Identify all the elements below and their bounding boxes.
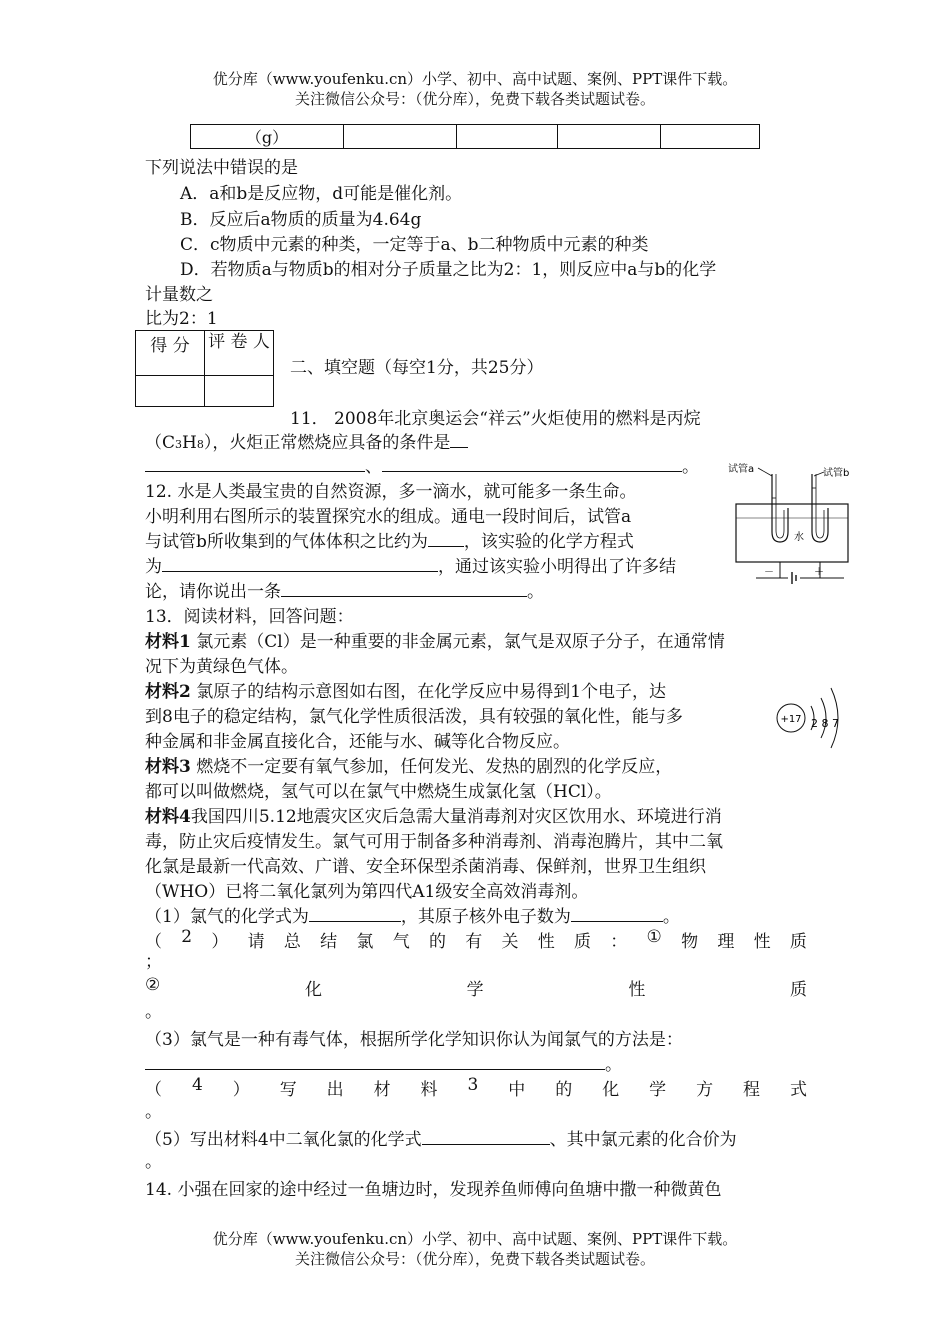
sub2-word: 气	[392, 932, 410, 952]
page-header-line2: 关注微信公众号：（优分库），免费下载各类试题试卷。	[294, 90, 655, 108]
sub4-word: 的	[555, 1080, 573, 1100]
sub2-word: 质	[574, 932, 592, 952]
page-footer-line1: 优分库（www.youfenku.cn）小学、初中、高中试题、案例、PPT课件下载。	[212, 1230, 738, 1248]
q13-sub1	[145, 902, 680, 927]
q12-line4	[145, 552, 676, 577]
sub4-word: 料	[420, 1080, 438, 1100]
q13-material1-line2: 况下为黄绿色气体。	[145, 657, 298, 677]
q13-material4-line3: 化氯是最新一代高效、广谱、安全环保型杀菌消毒、保鲜剂，世界卫生组织	[145, 857, 706, 877]
q11-blank-1[interactable]	[145, 455, 365, 472]
material1-text: 氯元素（Cl）是一种重要的非金属元素，氯气是双原子分子，在通常情	[190, 632, 725, 652]
sub4-word: 学	[649, 1080, 667, 1100]
sub2-word: 结	[320, 932, 338, 952]
q12-blank-equation[interactable]	[162, 555, 438, 572]
q10-option-a: A．a和b是反应物，d可能是催化剂。	[180, 184, 463, 204]
sub2-word: 关	[501, 932, 519, 952]
sub2b-word: 学	[466, 980, 484, 1000]
sub2-word: 物	[681, 932, 699, 952]
sub1-text-b: ，其原子核外电子数为	[400, 907, 571, 927]
q11-period: 。	[682, 457, 699, 477]
sub2-word: 理	[717, 932, 735, 952]
section-title: 二、填空题（每空1分，共25分）	[290, 358, 544, 378]
q13-material3-line1	[145, 752, 672, 777]
sub2b-word: 化	[304, 980, 322, 1000]
material2-text: 氯原子的结构示意图如右图，在化学反应中易得到1个电子，达	[190, 682, 667, 702]
sub4-word: 写	[279, 1080, 297, 1100]
material3-text: 燃烧不一定要有氧气参加，任何发光、发热的剧烈的化学反应，	[190, 757, 673, 777]
sub4-word: 程	[743, 1080, 761, 1100]
q13-sub5	[145, 1125, 737, 1150]
q11-text-a: （C	[145, 433, 176, 453]
sub4-word: 式	[790, 1080, 807, 1100]
sub2-word: 有	[465, 932, 483, 952]
tube-a	[772, 474, 788, 542]
fig-minus-sign: －	[764, 567, 774, 578]
sub3-blank[interactable]	[145, 1053, 605, 1070]
sub2-word: ）	[211, 932, 229, 952]
page-header-line1: 优分库（www.youfenku.cn）小学、初中、高中试题、案例、PPT课件下载。	[212, 70, 738, 88]
sub4-word: 材	[373, 1080, 391, 1100]
atom-electron-shells: 2 8 7	[811, 717, 839, 730]
q10-option-d: D．若物质a与物质b的相对分子质量之比为2：1，则反应中a与b的化学	[180, 260, 717, 280]
q12-text-d: ，通过该实验小明得出了许多结	[438, 557, 676, 577]
tube-b	[812, 474, 828, 542]
sub4-word: （	[145, 1080, 162, 1100]
chlorine-atom-structure-figure	[775, 680, 855, 760]
data-table-fragment	[190, 124, 760, 149]
score-label: 得 分	[136, 331, 205, 376]
sub1-blank-formula[interactable]	[309, 905, 401, 922]
fig-water-label: 水	[794, 532, 804, 543]
q10-stem: 下列说法中错误的是	[145, 158, 298, 178]
q11-text-c: ），火炬正常燃烧应具备的条件是	[203, 433, 451, 453]
sub2b-word: ②	[145, 975, 161, 995]
sub5-end: 。	[145, 1152, 162, 1172]
table-cell	[344, 125, 457, 149]
q11-sub3: 3	[175, 438, 183, 451]
sub2-word: 性	[753, 932, 771, 952]
material2-label: 材料2	[145, 682, 191, 702]
sub2-word: 请	[247, 932, 265, 952]
q12-blank-conclusion[interactable]	[281, 580, 527, 597]
q12-line2: 小明利用右图所示的装置探究水的组成。通电一段时间后，试管a	[145, 507, 632, 527]
q13-material4-line2: 毒，防止灾后疫情发生。氯气可用于制备多种消毒剂、消毒泡腾片，其中二氧	[145, 832, 723, 852]
sub2-semicolon: ；	[145, 952, 162, 972]
sub2-word: 质	[789, 932, 807, 952]
q13-material4-line1	[145, 802, 722, 827]
q13-material2-line1	[145, 677, 666, 702]
atom-nucleus-charge: +17	[780, 714, 802, 725]
sub5-text-b: 、其中氯元素的化合价为	[549, 1130, 737, 1150]
q11-text-b: H	[182, 433, 197, 453]
q11-line1: 11． 2008年北京奥运会“祥云”火炬使用的燃料是丙烷	[290, 409, 701, 429]
q11-line3	[145, 452, 699, 477]
q13-sub2-line2	[145, 975, 807, 1000]
q11-comma: 、	[365, 457, 382, 477]
q12-text-a: 与试管b所收集到的气体体积之比约为	[145, 532, 428, 552]
q12-line1: 12. 水是人类最宝贵的自然资源，多一滴水，就可能多一条生命。	[145, 482, 637, 502]
sub4-word: 4	[191, 1075, 203, 1095]
sub4-word: 方	[696, 1080, 714, 1100]
sub2-word: ①	[646, 927, 662, 947]
q13-material3-line2: 都可以叫做燃烧，氢气可以在氯气中燃烧生成氯化氢（HCl）。	[145, 782, 612, 802]
sub4-word: 3	[467, 1075, 479, 1095]
q10-option-d-cont: 计量数之	[145, 285, 213, 305]
q13-material4-line4: （WHO）已将二氧化氯列为第四代A1级安全高效消毒剂。	[145, 882, 589, 902]
sub2-word: 2	[181, 927, 193, 947]
fig-label-tube-a: 试管a	[728, 464, 755, 475]
table-cell	[661, 125, 760, 149]
q13-material2-line2: 到8电子的稳定结构，氯气化学性质很活泼，具有较强的氧化性，能与多	[145, 707, 683, 727]
table-cell-unit: （g）	[191, 125, 344, 149]
fig-label-tube-b: 试管b	[823, 468, 850, 479]
q13-sub4	[145, 1075, 807, 1100]
q14-line1: 14. 小强在回家的途中经过一鱼塘边时，发现养鱼师傅向鱼塘中撒一种微黄色	[145, 1180, 722, 1200]
q10-option-b: B．反应后a物质的质量为4.64g	[180, 210, 422, 230]
q11-sub8: 8	[196, 438, 204, 451]
fig-plus-sign: ＋	[814, 567, 824, 578]
q13-material1-line1	[145, 627, 725, 652]
sub4-word: 化	[602, 1080, 620, 1100]
sub3-end: 。	[605, 1055, 622, 1075]
sub4-end: 。	[145, 1102, 162, 1122]
q12-text-e: 论，请你说出一条	[145, 582, 281, 602]
q10-option-d-cont2: 比为2：1	[145, 309, 218, 329]
grader-field[interactable]	[205, 376, 274, 407]
q13-material2-line3: 种金属和非金属直接化合，还能与水、碱等化合物反应。	[145, 732, 570, 752]
sub2b-end: 。	[145, 1002, 162, 1022]
sub2b-word: 性	[628, 980, 646, 1000]
q11-blank-2[interactable]	[382, 455, 682, 472]
sub2-word: 总	[283, 932, 301, 952]
water-trough	[736, 504, 848, 562]
table-cell	[558, 125, 661, 149]
material1-label: 材料1	[145, 632, 191, 652]
q12-text-f: 。	[527, 582, 544, 602]
q12-line3	[145, 527, 634, 552]
q13-sub3-answer	[145, 1050, 622, 1075]
sub2-word: 性	[537, 932, 555, 952]
q12-text-c: 为	[145, 557, 162, 577]
table-cell	[457, 125, 558, 149]
q13-sub3: （3）氯气是一种有毒气体，根据所学化学知识你认为闻氯气的方法是：	[145, 1030, 683, 1050]
sub1-blank-electrons[interactable]	[571, 905, 663, 922]
q12-line5	[145, 577, 544, 602]
q12-text-b: ，该实验的化学方程式	[463, 532, 634, 552]
sub5-blank-formula[interactable]	[422, 1128, 550, 1145]
sub2-word: 的	[428, 932, 446, 952]
sub5-text-a: （5）写出材料4中二氧化氯的化学式	[145, 1130, 422, 1150]
sub1-text-c: 。	[662, 907, 680, 927]
q11-line2	[145, 428, 468, 453]
material4-text: 我国四川5.12地震灾区灾后急需大量消毒剂对灾区饮用水、环境进行消	[190, 807, 722, 827]
sub1-text-a: （1）氯气的化学式为	[145, 907, 309, 927]
q10-option-c: C．c物质中元素的种类，一定等于a、b二种物质中元素的种类	[180, 235, 649, 255]
sub2b-word: 质	[790, 980, 807, 1000]
sub2-word: 氯	[356, 932, 374, 952]
q11-blank-start[interactable]	[450, 431, 468, 448]
material4-label: 材料4	[145, 807, 191, 827]
sub4-word: 中	[508, 1080, 526, 1100]
material3-label: 材料3	[145, 757, 191, 777]
score-table	[135, 330, 274, 407]
q13-sub2-line1	[145, 927, 807, 952]
sub4-word: 出	[326, 1080, 344, 1100]
sub4-word: ）	[232, 1080, 250, 1100]
grader-label: 评 卷 人	[205, 331, 274, 376]
page-footer-line2: 关注微信公众号：（优分库），免费下载各类试题试卷。	[294, 1250, 655, 1268]
sub2-word: ：	[610, 932, 628, 952]
sub2-word: （	[145, 932, 162, 952]
score-field[interactable]	[136, 376, 205, 407]
q13-title: 13．阅读材料，回答问题：	[145, 607, 354, 627]
electrolysis-apparatus-figure	[728, 458, 858, 588]
q12-blank-ratio[interactable]	[428, 530, 464, 547]
